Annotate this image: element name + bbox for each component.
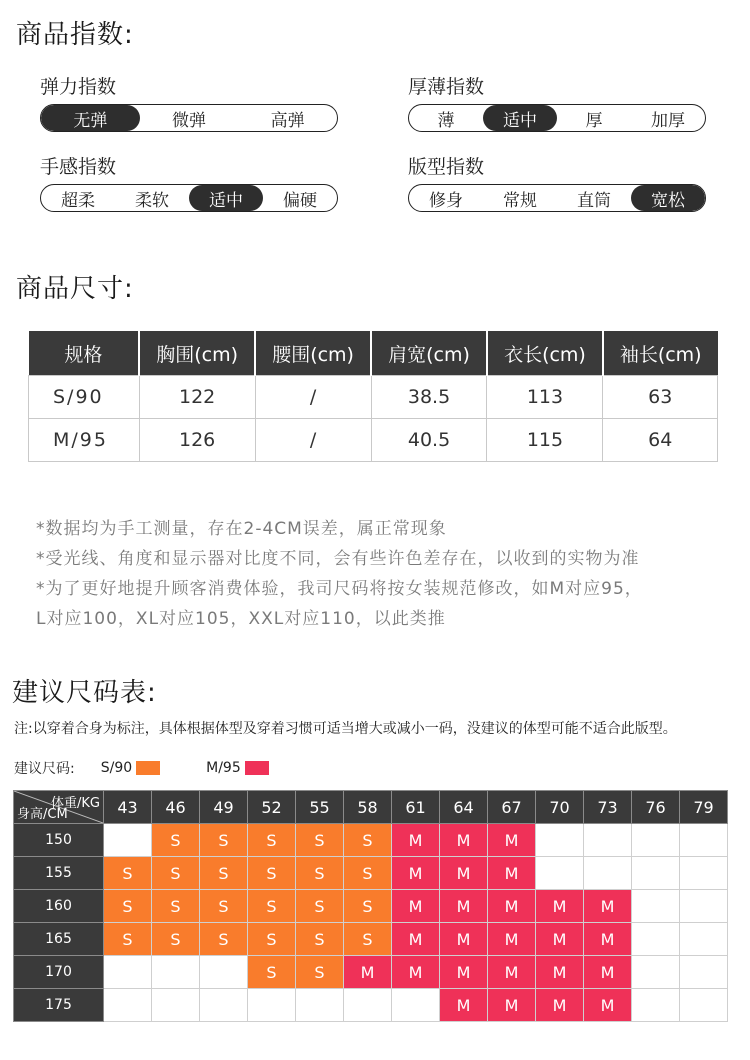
indices-section-title: 商品指数: — [16, 20, 134, 50]
size-cell — [632, 824, 680, 857]
weight-col-header: 58 — [344, 791, 392, 824]
height-row-header: 170 — [14, 956, 104, 989]
weight-col-header: 70 — [536, 791, 584, 824]
size-section-title: 商品尺寸: — [16, 274, 134, 304]
size-cell: M — [584, 989, 632, 1022]
size-cell — [584, 824, 632, 857]
size-cell: S — [344, 923, 392, 956]
size-cell: S — [248, 857, 296, 890]
size-cell — [680, 824, 728, 857]
size-table-header-row — [29, 331, 718, 376]
size-cell: M — [440, 857, 488, 890]
handfeel-option: 适中 — [189, 185, 263, 211]
note-line: *受光线、角度和显示器对比度不同，会有些许色差存在，以收到的实物为准 — [36, 549, 640, 569]
size-cell — [680, 890, 728, 923]
weight-col-header: 55 — [296, 791, 344, 824]
note-line: L对应100，XL对应105，XXL对应110，以此类推 — [36, 609, 446, 629]
size-cell — [200, 956, 248, 989]
size-cell: M — [584, 956, 632, 989]
table-cell: 113 — [487, 376, 603, 419]
thickness-index-scale — [408, 104, 706, 132]
handfeel-option: 偏硬 — [283, 190, 317, 211]
table-cell: / — [255, 419, 371, 462]
size-cell — [632, 923, 680, 956]
weight-col-header: 64 — [440, 791, 488, 824]
size-cell — [200, 989, 248, 1022]
size-cell: S — [200, 923, 248, 956]
size-cell — [680, 989, 728, 1022]
size-cell: M — [392, 890, 440, 923]
weight-col-header: 49 — [200, 791, 248, 824]
size-cell: M — [392, 923, 440, 956]
size-cell: S — [248, 923, 296, 956]
legend-m-swatch — [245, 761, 269, 775]
size-cell — [680, 956, 728, 989]
size-col-length: 衣长(cm) — [487, 331, 603, 376]
note-line: *为了更好地提升顾客消费体验，我司尺码将按女装规范修改，如M对应95， — [36, 579, 643, 599]
size-cell: M — [536, 989, 584, 1022]
weight-header-row — [14, 791, 728, 824]
size-cell — [632, 857, 680, 890]
handfeel-index-title: 手感指数 — [40, 156, 117, 178]
size-cell: M — [440, 824, 488, 857]
handfeel-option: 超柔 — [61, 190, 95, 211]
size-col-chest: 胸围(cm) — [139, 331, 255, 376]
thickness-option: 加厚 — [651, 110, 685, 131]
size-cell — [632, 890, 680, 923]
legend-m-label: M/95 — [206, 760, 241, 776]
size-cell: S — [152, 857, 200, 890]
size-cell: S — [152, 923, 200, 956]
size-cell: M — [488, 824, 536, 857]
weight-col-header: 67 — [488, 791, 536, 824]
thickness-option: 厚 — [585, 110, 603, 131]
size-table — [28, 331, 718, 462]
table-row — [29, 419, 718, 462]
size-cell: S — [104, 890, 152, 923]
size-col-shoulder: 肩宽(cm) — [371, 331, 487, 376]
size-cell — [152, 989, 200, 1022]
size-cell — [248, 989, 296, 1022]
table-cell: 40.5 — [371, 419, 487, 462]
size-cell: M — [488, 890, 536, 923]
size-cell: M — [488, 923, 536, 956]
size-cell — [536, 857, 584, 890]
fit-option: 修身 — [429, 190, 463, 211]
size-cell: S — [344, 824, 392, 857]
grid-corner — [14, 791, 104, 824]
size-cell: M — [440, 989, 488, 1022]
size-col-sleeve: 袖长(cm) — [603, 331, 718, 376]
height-row-header: 160 — [14, 890, 104, 923]
table-cell: 126 — [139, 419, 255, 462]
weight-col-header: 52 — [248, 791, 296, 824]
size-cell — [584, 857, 632, 890]
size-cell — [104, 824, 152, 857]
thickness-option: 薄 — [437, 110, 455, 131]
size-cell — [680, 923, 728, 956]
size-cell: S — [200, 890, 248, 923]
size-cell: M — [488, 857, 536, 890]
rec-note: 注:以穿着合身为标注，具体根据体型及穿着习惯可适当增大或减小一码，没建议的体型可能不适合此版型。 — [14, 721, 677, 737]
height-row-header: 150 — [14, 824, 104, 857]
size-cell: S — [248, 824, 296, 857]
size-cell: S — [296, 956, 344, 989]
weight-col-header: 73 — [584, 791, 632, 824]
size-cell — [392, 989, 440, 1022]
fit-index-title: 版型指数 — [408, 156, 485, 178]
size-cell: S — [248, 890, 296, 923]
legend-s-label: S/90 — [100, 760, 133, 776]
table-cell: / — [255, 376, 371, 419]
size-cell: M — [392, 824, 440, 857]
height-row — [14, 824, 728, 857]
size-cell — [152, 956, 200, 989]
size-cell — [536, 824, 584, 857]
elasticity-index-scale — [40, 104, 338, 132]
weight-col-header: 43 — [104, 791, 152, 824]
size-cell: S — [296, 890, 344, 923]
height-row-header: 155 — [14, 857, 104, 890]
size-cell: M — [392, 956, 440, 989]
table-cell: 122 — [139, 376, 255, 419]
size-cell: S — [296, 824, 344, 857]
size-cell: M — [536, 890, 584, 923]
fit-option: 直筒 — [577, 190, 611, 211]
size-cell: M — [536, 923, 584, 956]
size-cell: S — [152, 890, 200, 923]
size-cell: M — [344, 956, 392, 989]
corner-height-label: 身高/CM — [17, 807, 68, 822]
fit-option: 常规 — [503, 190, 537, 211]
weight-col-header: 46 — [152, 791, 200, 824]
size-cell: M — [488, 956, 536, 989]
corner-weight-label: 体重/KG — [51, 796, 100, 811]
weight-col-header: 76 — [632, 791, 680, 824]
size-cell: M — [584, 890, 632, 923]
size-cell — [632, 989, 680, 1022]
height-row-header: 165 — [14, 923, 104, 956]
size-cell: S — [296, 857, 344, 890]
measurement-notes — [36, 514, 726, 634]
handfeel-option: 柔软 — [135, 190, 169, 211]
size-cell: S — [344, 890, 392, 923]
handfeel-index-scale — [40, 184, 338, 212]
size-cell: S — [200, 857, 248, 890]
size-cell — [104, 989, 152, 1022]
table-cell: 115 — [487, 419, 603, 462]
height-row — [14, 956, 728, 989]
fit-option: 宽松 — [631, 185, 705, 211]
thickness-index-title: 厚薄指数 — [408, 76, 485, 98]
size-cell: S — [104, 857, 152, 890]
size-cell — [632, 956, 680, 989]
fit-index-scale — [408, 184, 706, 212]
size-cell: M — [488, 989, 536, 1022]
elasticity-option: 高弹 — [270, 110, 305, 131]
size-cell: S — [152, 824, 200, 857]
rec-section-title: 建议尺码表: — [12, 678, 157, 708]
table-cell: 64 — [603, 419, 718, 462]
size-col-spec: 规格 — [29, 331, 140, 376]
height-row — [14, 890, 728, 923]
thickness-option: 适中 — [483, 105, 557, 131]
table-cell: S/90 — [29, 376, 140, 419]
size-cell: M — [392, 857, 440, 890]
height-row-header: 175 — [14, 989, 104, 1022]
weight-col-header: 61 — [392, 791, 440, 824]
size-cell: S — [104, 923, 152, 956]
size-col-waist: 腰围(cm) — [255, 331, 371, 376]
size-legend — [14, 758, 269, 778]
legend-s-swatch — [136, 761, 160, 775]
size-recommendation-grid — [13, 790, 728, 1022]
table-cell: 38.5 — [371, 376, 487, 419]
size-cell — [104, 956, 152, 989]
size-cell: M — [584, 923, 632, 956]
size-cell: S — [248, 956, 296, 989]
size-cell — [344, 989, 392, 1022]
size-cell: S — [200, 824, 248, 857]
table-row — [29, 376, 718, 419]
size-cell — [296, 989, 344, 1022]
size-cell — [680, 857, 728, 890]
table-cell: M/95 — [29, 419, 140, 462]
height-row — [14, 989, 728, 1022]
height-row — [14, 923, 728, 956]
elasticity-index-title: 弹力指数 — [40, 76, 117, 98]
size-cell: M — [440, 890, 488, 923]
size-cell: S — [296, 923, 344, 956]
elasticity-option: 无弹 — [41, 105, 140, 131]
elasticity-option: 微弹 — [172, 110, 206, 131]
size-cell: S — [344, 857, 392, 890]
size-cell: M — [536, 956, 584, 989]
note-line: *数据均为手工测量，存在2-4CM误差，属正常现象 — [36, 519, 447, 539]
size-cell: M — [440, 956, 488, 989]
table-cell: 63 — [603, 376, 718, 419]
height-row — [14, 857, 728, 890]
size-cell: M — [440, 923, 488, 956]
legend-label: 建议尺码: — [14, 761, 75, 777]
weight-col-header: 79 — [680, 791, 728, 824]
